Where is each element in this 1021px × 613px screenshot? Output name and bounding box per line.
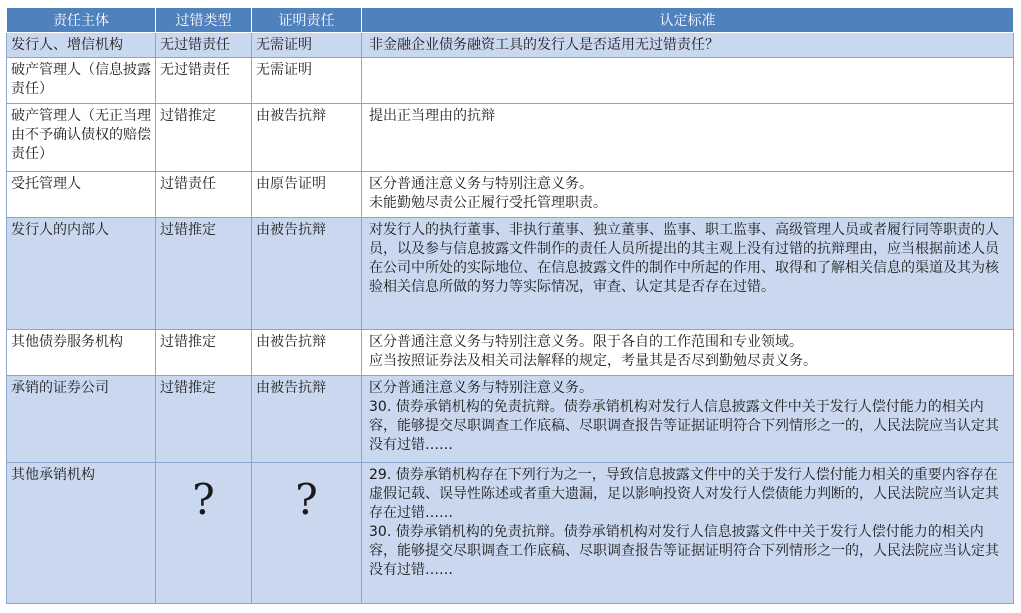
header-subject: 责任主体 — [7, 8, 156, 33]
table-row — [7, 375, 1014, 462]
cell-standard — [362, 463, 1014, 604]
cell-standard — [362, 329, 1014, 375]
standard-line: 对发行人的执行董事、非执行董事、独立董事、监事、职工监事、高级管理人员或者履行同等职责的人员，以及参与信息披露文件制作的责任人员所提出的其主观上没有过错的抗辩理由，应当根据前述人员在公司中所处的实际地位、在信息披露文件的制作中所起的作用、取得和了解相关信息的渠道及其为核验相关信息所做的努力等实际情况，审查、认定其是否存在过错。 — [369, 221, 999, 295]
header-fault-type: 过错类型 — [156, 8, 252, 33]
cell-standard — [362, 375, 1014, 462]
header-row — [7, 8, 1014, 33]
header-burden: 证明责任 — [252, 8, 362, 33]
cell-subject: 其他债券服务机构 — [7, 329, 156, 375]
standard-line: 应当按照证券法及相关司法解释的规定，考量其是否尽到勤勉尽责义务。 — [369, 352, 817, 369]
table-row — [7, 171, 1014, 217]
cell-standard — [362, 217, 1014, 329]
table-row — [7, 329, 1014, 375]
cell-subject: 破产管理人（信息披露责任） — [7, 58, 156, 104]
cell-burden: 由被告抗辩 — [252, 375, 362, 462]
table-row — [7, 217, 1014, 329]
cell-standard — [362, 171, 1014, 217]
unknown-mark: ? — [295, 475, 318, 525]
standard-line: 区分普通注意义务与特别注意义务。 — [369, 379, 593, 396]
cell-standard — [362, 104, 1014, 171]
standard-line: 非金融企业债务融资工具的发行人是否适用无过错责任？ — [369, 37, 719, 53]
cell-burden: 无需证明 — [252, 58, 362, 104]
cell-subject: 受托管理人 — [7, 171, 156, 217]
standard-line: 29. 债券承销机构存在下列行为之一，导致信息披露文件中的关于发行人偿付能力相关的重要内容存在虚假记载、误导性陈述或者重大遗漏，足以影响投资人对发行人偿债能力判断的，人民法院应当认定其存在过错…… — [369, 467, 999, 522]
cell-fault-type: 过错推定 — [156, 375, 252, 462]
cell-fault-type: 过错推定 — [156, 329, 252, 375]
cell-fault-type: 过错推定 — [156, 217, 252, 329]
cell-fault-type: 过错推定 — [156, 104, 252, 171]
cell-burden: 由被告抗辩 — [252, 104, 362, 171]
standard-line: 30. 债券承销机构的免责抗辩。债券承销机构对发行人信息披露文件中关于发行人偿付能力的相关内容，能够提交尽职调查工作底稿、尽职调查报告等证据证明符合下列情形之一的，人民法院应当认定其没有过错…… — [369, 524, 999, 579]
cell-subject: 承销的证券公司 — [7, 375, 156, 462]
standard-line: 区分普通注意义务与特别注意义务。限于各自的工作范围和专业领域。 — [369, 333, 803, 350]
cell-burden: 由原告证明 — [252, 171, 362, 217]
cell-fault-type: 无过错责任 — [156, 33, 252, 58]
cell-subject: 破产管理人（无正当理由不予确认债权的赔偿责任） — [7, 104, 156, 171]
header-standard: 认定标准 — [362, 8, 1014, 33]
cell-fault-type: 过错责任 — [156, 171, 252, 217]
table-row — [7, 58, 1014, 104]
cell-burden: 由被告抗辩 — [252, 329, 362, 375]
standard-line: 未能勤勉尽责公正履行受托管理职责。 — [369, 194, 607, 211]
liability-table — [6, 7, 1014, 604]
standard-line: 区分普通注意义务与特别注意义务。 — [369, 175, 593, 192]
table-row — [7, 104, 1014, 171]
cell-subject: 其他承销机构 — [7, 463, 156, 604]
cell-burden — [252, 463, 362, 604]
cell-fault-type — [156, 463, 252, 604]
table-row — [7, 33, 1014, 58]
cell-burden: 由被告抗辩 — [252, 217, 362, 329]
standard-line: 提出正当理由的抗辩 — [369, 108, 495, 125]
cell-fault-type: 无过错责任 — [156, 58, 252, 104]
standard-line: 30. 债券承销机构的免责抗辩。债券承销机构对发行人信息披露文件中关于发行人偿付能力的相关内容，能够提交尽职调查工作底稿、尽职调查报告等证据证明符合下列情形之一的，人民法院应当认定其没有过错…… — [369, 398, 999, 453]
table-row — [7, 463, 1014, 604]
cell-standard — [362, 33, 1014, 58]
cell-standard — [362, 58, 1014, 104]
cell-subject: 发行人的内部人 — [7, 217, 156, 329]
cell-subject: 发行人、增信机构 — [7, 33, 156, 58]
unknown-mark: ? — [192, 475, 215, 525]
cell-burden: 无需证明 — [252, 33, 362, 58]
